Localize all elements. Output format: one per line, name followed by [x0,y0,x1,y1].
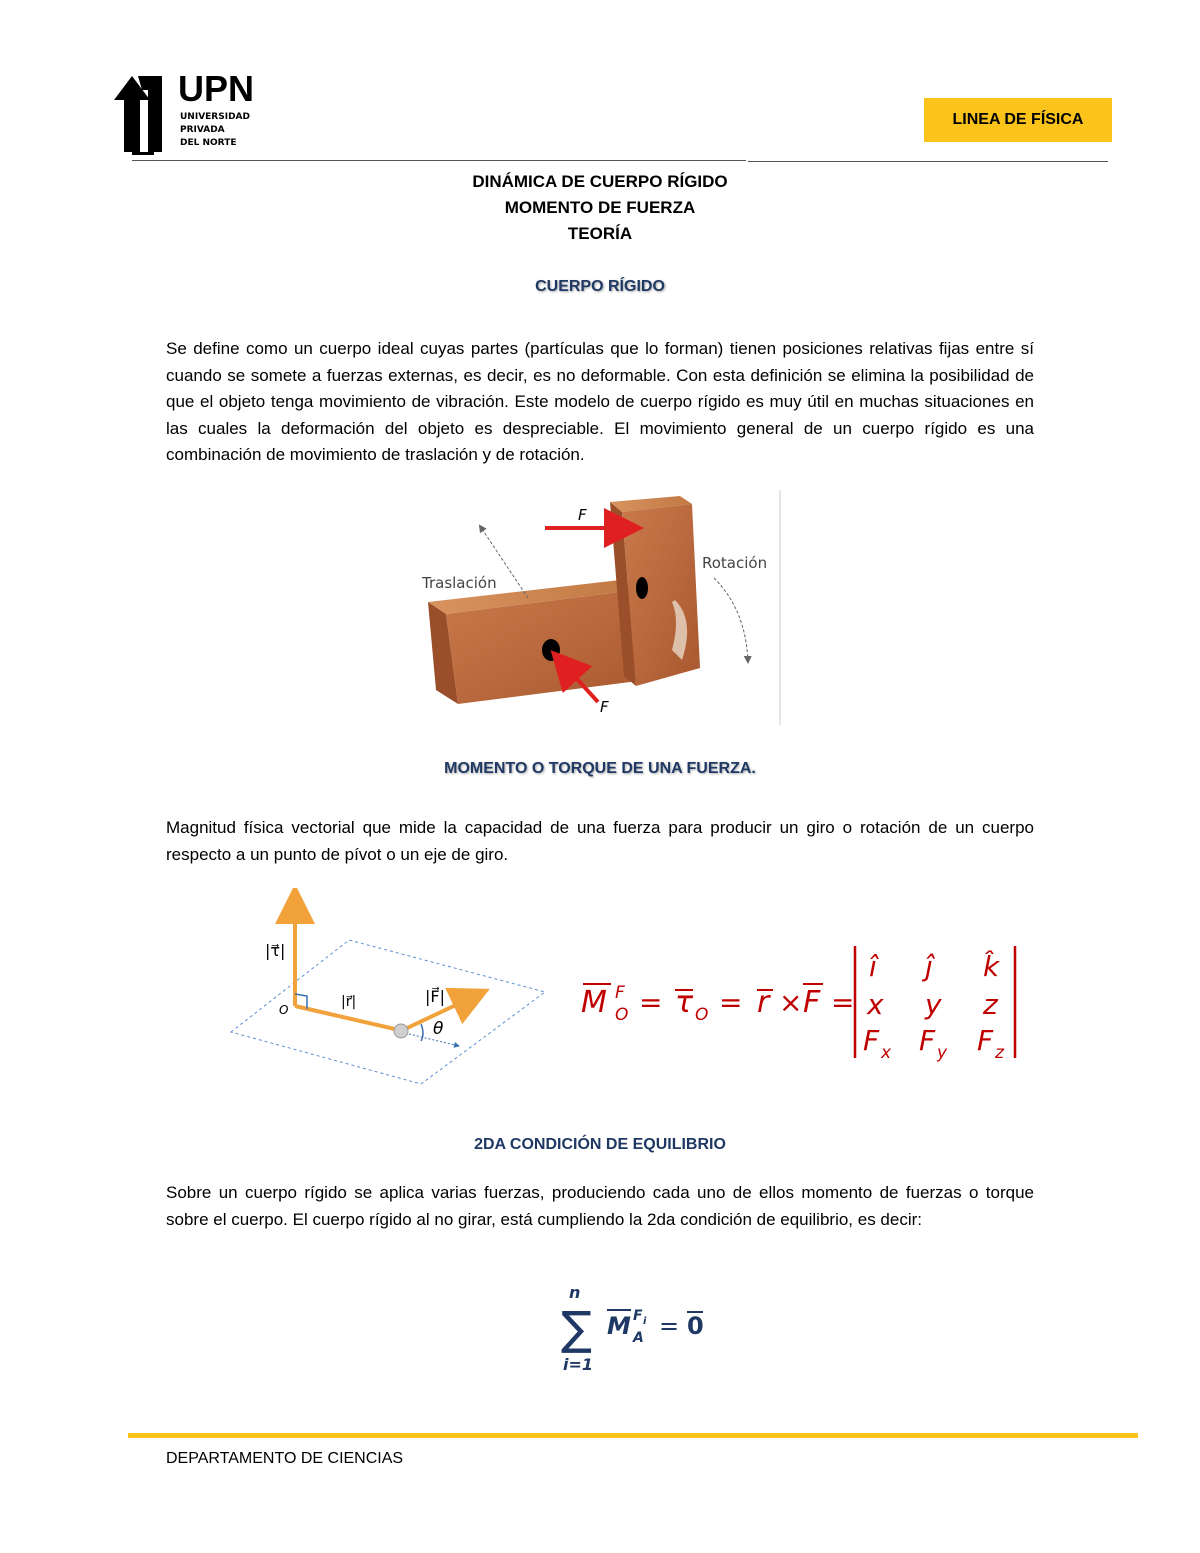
formula-times: × [779,986,803,1019]
force-label-bottom: F [600,698,609,716]
footer-department: DEPARTAMENTO DE CIENCIAS [166,1450,404,1467]
sum-symbol: ∑ [561,1301,592,1355]
equilibrium-moment-sup: F [633,1308,643,1324]
matrix-i-hat: î [869,950,877,983]
force-label-top: F [578,506,587,524]
paragraph-torque: Magnitud física vectorial que mide la capacidad de una fuerza para producir un giro o rotación de un cuerpo respecto a un punto de pívot o un eje de giro. [166,818,1034,864]
origin-label: O [279,1003,289,1017]
vertical-brick [610,496,700,686]
equilibrium-zero: 0 [687,1312,704,1340]
section-heading-equilibrium: 2DA CONDICIÓN DE EQUILIBRIO [474,1136,726,1153]
paragraph-equilibrium: Sobre un cuerpo rígido se aplica varias fuerzas, produciendo cada uno de ellos momento de fuerzas o torque sobre el cuerpo. El cuerpo rígido al no girar, está cumpliendo la 2da condición de equilibrio, es decir: [166,1183,1034,1229]
equilibrium-eq: = [659,1312,680,1340]
header-divider [132,160,746,161]
theta-arc [421,1024,423,1041]
logo-line-3: DEL NORTE [180,138,237,148]
formula-tau: τ [675,985,694,1020]
formula-eq-2: = [719,986,743,1019]
formula-moment-symbol: M [581,985,607,1020]
doc-title-1: DINÁMICA DE CUERPO RÍGIDO [472,172,728,191]
header-divider-right [748,161,1108,162]
force-label: |F⃗| [425,987,445,1006]
section-heading-rigid-body: CUERPO RÍGIDO [535,278,665,295]
matrix-j-hat: ĵ [925,950,933,983]
translation-label: Traslación [422,574,497,592]
formula-eq-3: = [831,986,855,1019]
paragraph-rigid-body: Se define como un cuerpo ideal cuyas partes (partículas que lo forman) tienen posiciones relativas fijas entre sí cuando se somete a fuerzas externas, es decir, es no deformable. Con esta definición se elimina la posibilidad de que el objeto tenga movimiento de vibración. Este modelo de cuerpo rígido es muy útil en muchas situaciones en las cuales la deformación del objeto es despreciable. El movimiento general de un cuerpo rígido es una combinación de movimiento de traslación y de rotación. [166,339,1034,464]
formula-moment-sub: O [615,1005,629,1025]
sum-upper-limit: n [569,1283,581,1302]
matrix-Fx: F [863,1024,880,1057]
matrix-Fz-sub: z [995,1043,1004,1063]
equilibrium-moment: M [607,1312,631,1340]
line-badge: LINEA DE FÍSICA [924,98,1112,142]
horizontal-brick [428,580,646,704]
equilibrium-moment-sup-sub: i [643,1316,647,1327]
formula-moment-sup: F [615,983,625,1003]
equilibrium-moment-sub: A [633,1330,644,1346]
matrix-x: x [867,988,884,1021]
torque-vector-figure [225,888,555,1088]
logo-line-2: PRIVADA [180,125,225,135]
section-heading-torque: MOMENTO O TORQUE DE UNA FUERZA. [444,760,756,777]
doc-title-2: MOMENTO DE FUERZA [504,198,696,217]
logo-wordmark: UPN [178,68,255,109]
matrix-Fz: F [977,1024,994,1057]
torque-formula [575,940,1035,1065]
footer-divider [128,1433,1138,1438]
logo-line-1: UNIVERSIDAD [180,112,250,122]
header [0,0,1200,170]
rigid-body-figure [410,490,785,725]
formula-eq-1: = [639,986,663,1019]
torque-label: |τ⃗| [265,941,286,960]
doc-title-3: TEORÍA [567,224,633,243]
formula-tau-sub: O [695,1005,709,1025]
rotation-arrow [714,578,748,662]
matrix-Fy-sub: y [937,1043,948,1063]
sum-lower-limit: i=1 [563,1355,594,1374]
rotation-label: Rotación [702,554,768,572]
matrix-Fx-sub: x [881,1043,892,1063]
matrix-k-hat: k̂ [983,950,1000,983]
matrix-Fy: F [919,1024,936,1057]
theta-label: θ [433,1019,444,1039]
particle-point [394,1024,408,1038]
matrix-y: y [925,988,942,1021]
formula-F: F [803,985,821,1020]
position-label: |r⃗| [341,994,357,1010]
formula-r: r [757,985,770,1020]
matrix-z: z [983,988,998,1021]
equilibrium-formula [555,1280,725,1376]
